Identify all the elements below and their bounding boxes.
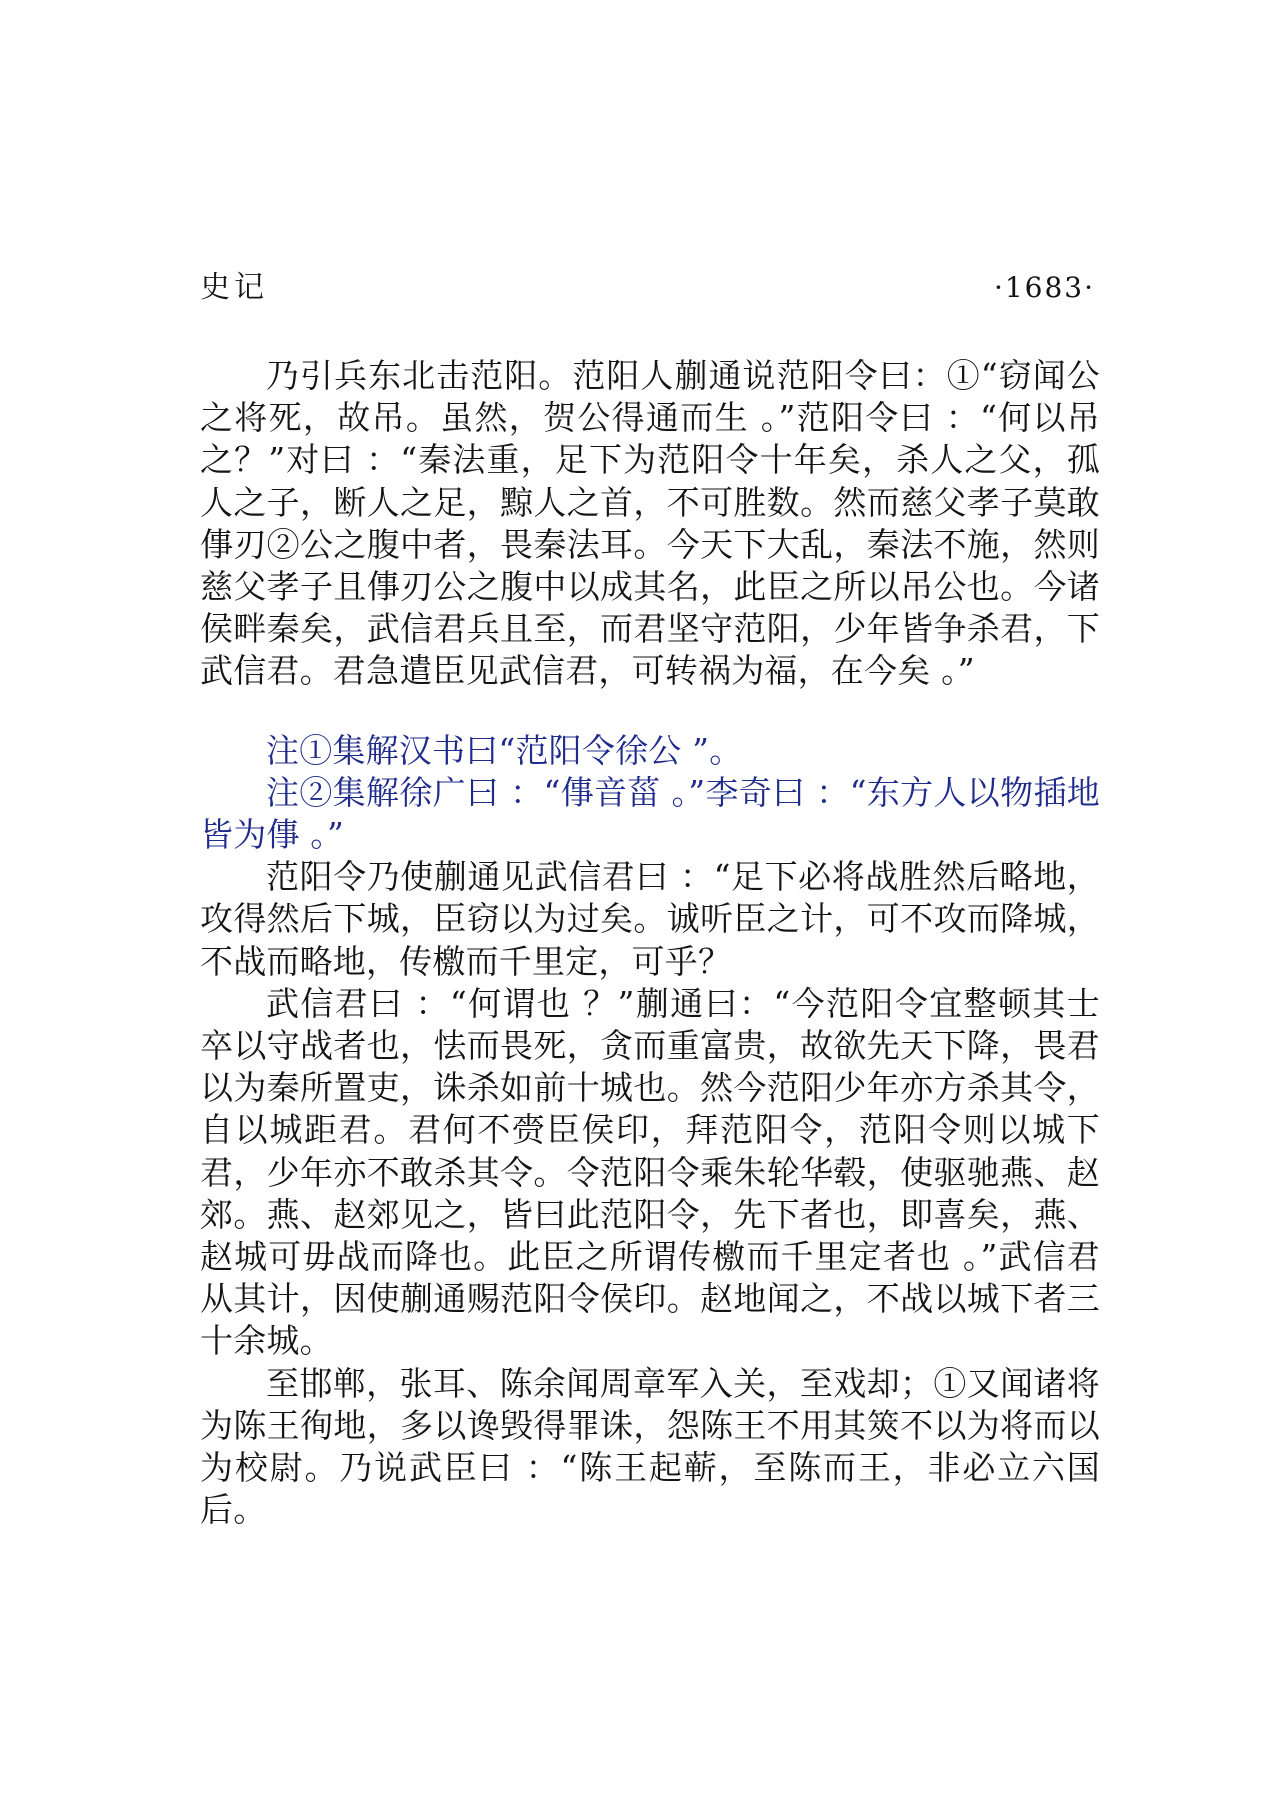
page-header: [200, 268, 1095, 308]
annotation-note-2: 注②集解徐广曰 ：“倳音菑 。”李奇曰 ：“东方人以物插地皆为倳 。”: [200, 772, 1100, 855]
annotation-note-1: 注①集解汉书曰“范阳令徐公 ”。: [266, 730, 743, 770]
paragraph-1: 乃引兵东北击范阳。范阳人蒯通说范阳令曰：①“窃闻公之将死，故吊。虽然，贺公得通而生 。”范阳令曰 ：“何以吊之？”对曰 ：“秦法重，足下为范阳令十年矣，杀人之父，孤人之子，断人之足，黥人之首，不可胜数。然而慈父孝子莫敢倳刃②公之腹中者，畏秦法耳。今天下大乱，秦法不施，然则慈父孝子且倳刃公之腹中以成其名，此臣之所以吊公也。今诸侯畔秦矣，武信君兵且至，而君坚守范阳，少年皆争杀君，下武信君。君急遣臣见武信君，可转祸为福，在今矣 。”: [200, 356, 1100, 691]
main-text: [200, 355, 1100, 1531]
book-title: 史记: [200, 270, 268, 305]
paragraph-4: 至邯郸，张耳、陈余闻周章军入关，至戏却；①又闻诸将为陈王徇地，多以谗毁得罪诛，怨陈王不用其筴不以为将而以为校尉。乃说武臣曰 ：“陈王起蕲，至陈而王，非必立六国后。: [200, 1363, 1100, 1530]
paragraph-3: 武信君曰 ：“何谓也 ？”蒯通曰：“今范阳令宜整顿其士卒以守战者也，怯而畏死，贪而重富贵，故欲先天下降，畏君以为秦所置吏，诛杀如前十城也。然今范阳少年亦方杀其令，自以城距君。君何不赍臣侯印，拜范阳令，范阳令则以城下君，少年亦不敢杀其令。令范阳令乘朱轮华毂，使驱驰燕、赵郊。燕、赵郊见之，皆曰此范阳令，先下者也，即喜矣，燕、赵城可毋战而降也。此臣之所谓传檄而千里定者也 。”武信君从其计，因使蒯通赐范阳令侯印。赵地闻之，不战以城下者三十余城。: [200, 983, 1100, 1361]
paragraph-2: 范阳令乃使蒯通见武信君曰 ：“足下必将战胜然后略地，攻得然后下城，臣窃以为过矣。诚听臣之计，可不攻而降城，不战而略地，传檄而千里定，可乎？: [200, 857, 1100, 981]
page-number: ·1683·: [993, 271, 1095, 304]
